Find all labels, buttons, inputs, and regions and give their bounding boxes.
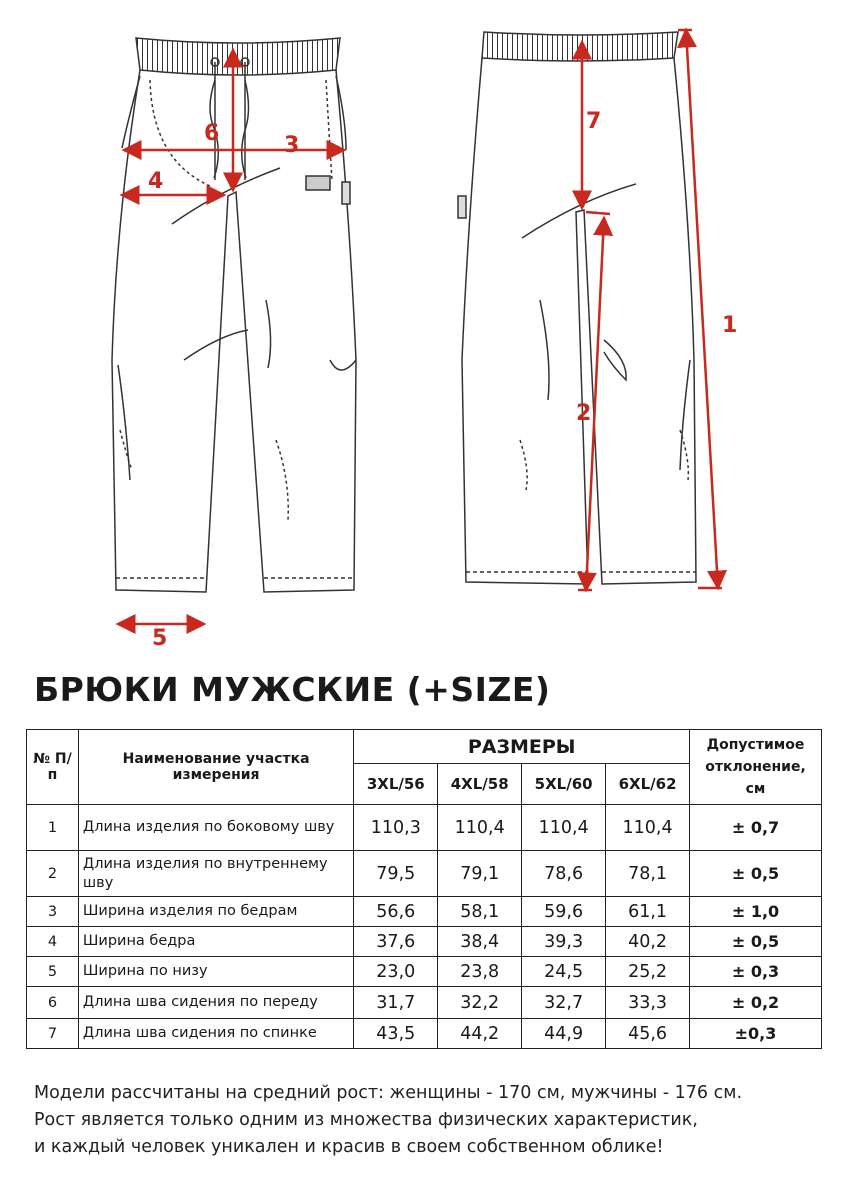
tolerance-value: ± 0,5 (690, 927, 822, 957)
measurement-name: Длина изделия по внутреннему шву (78, 851, 353, 897)
measurement-value: 32,2 (438, 987, 522, 1019)
row-number: 4 (27, 927, 79, 957)
measurement-name: Ширина изделия по бедрам (78, 897, 353, 927)
measurement-name: Ширина бедра (78, 927, 353, 957)
header-num: № П/п (27, 730, 79, 805)
measurement-value: 33,3 (606, 987, 690, 1019)
notes (34, 1080, 742, 1161)
label-2: 2 (576, 401, 592, 426)
table-row (27, 987, 822, 1019)
measurement-name: Длина изделия по боковому шву (78, 805, 353, 851)
note-line: Модели рассчитаны на средний рост: женщины - 170 см, мужчины - 176 см. (34, 1083, 743, 1103)
measurement-value: 58,1 (438, 897, 522, 927)
page-title: БРЮКИ МУЖСКИЕ (+SIZE) (34, 670, 551, 709)
measurement-value: 40,2 (606, 927, 690, 957)
header-name: Наименование участка измерения (78, 730, 353, 805)
size-header: 3XL/56 (354, 764, 438, 805)
tolerance-value: ± 0,3 (690, 957, 822, 987)
measurement-labels (148, 109, 737, 651)
measurement-value: 45,6 (606, 1019, 690, 1049)
size-header: 6XL/62 (606, 764, 690, 805)
table-row (27, 1019, 822, 1049)
back-view (458, 32, 696, 584)
size-table (26, 729, 822, 1049)
front-label-patch (306, 176, 330, 190)
table-row (27, 805, 822, 851)
table-row (27, 927, 822, 957)
table-row (27, 897, 822, 927)
table-row (27, 851, 822, 897)
header-sizes: РАЗМЕРЫ (354, 730, 690, 764)
label-7: 7 (586, 109, 602, 134)
tolerance-value: ± 0,5 (690, 851, 822, 897)
back-outline (462, 58, 696, 584)
measurement-value: 23,8 (438, 957, 522, 987)
note-line: Рост является только одним из множества физических характеристик, (34, 1110, 698, 1130)
measurement-name: Длина шва сидения по переду (78, 987, 353, 1019)
measure-1 (686, 30, 718, 588)
measurement-name: Длина шва сидения по спинке (78, 1019, 353, 1049)
row-number: 6 (27, 987, 79, 1019)
measurement-value: 59,6 (522, 897, 606, 927)
row-number: 7 (27, 1019, 79, 1049)
tolerance-value: ± 0,2 (690, 987, 822, 1019)
measurement-value: 110,3 (354, 805, 438, 851)
measurement-value: 31,7 (354, 987, 438, 1019)
measurement-value: 110,4 (438, 805, 522, 851)
label-1: 1 (722, 313, 738, 338)
measurement-value: 23,0 (354, 957, 438, 987)
row-number: 5 (27, 957, 79, 987)
table-row (27, 957, 822, 987)
note-line: и каждый человек уникален и красив в своем собственном облике! (34, 1137, 664, 1157)
measurement-value: 79,1 (438, 851, 522, 897)
measurement-value: 110,4 (606, 805, 690, 851)
row-number: 2 (27, 851, 79, 897)
label-3: 3 (284, 133, 300, 158)
label-6: 6 (204, 121, 220, 146)
size-header: 5XL/60 (522, 764, 606, 805)
row-number: 1 (27, 805, 79, 851)
measurement-value: 43,5 (354, 1019, 438, 1049)
measurement-value: 24,5 (522, 957, 606, 987)
front-waistband (136, 38, 340, 75)
row-number: 3 (27, 897, 79, 927)
measurement-value: 78,1 (606, 851, 690, 897)
measurement-value: 78,6 (522, 851, 606, 897)
measurement-value: 44,9 (522, 1019, 606, 1049)
measurement-name: Ширина по низу (78, 957, 353, 987)
measurement-value: 39,3 (522, 927, 606, 957)
measurement-value: 110,4 (522, 805, 606, 851)
tolerance-value: ± 1,0 (690, 897, 822, 927)
size-header: 4XL/58 (438, 764, 522, 805)
measurement-value: 61,1 (606, 897, 690, 927)
measurement-value: 38,4 (438, 927, 522, 957)
measurement-value: 79,5 (354, 851, 438, 897)
measurement-value: 56,6 (354, 897, 438, 927)
header-tolerance: Допустимое отклонение, см (690, 730, 822, 805)
tolerance-value: ±0,3 (690, 1019, 822, 1049)
label-5: 5 (152, 626, 168, 651)
measurement-value: 25,2 (606, 957, 690, 987)
measurement-value: 32,7 (522, 987, 606, 1019)
back-waistband (482, 32, 678, 61)
tolerance-value: ± 0,7 (690, 805, 822, 851)
measurement-value: 44,2 (438, 1019, 522, 1049)
label-4: 4 (148, 169, 164, 194)
measurement-value: 37,6 (354, 927, 438, 957)
